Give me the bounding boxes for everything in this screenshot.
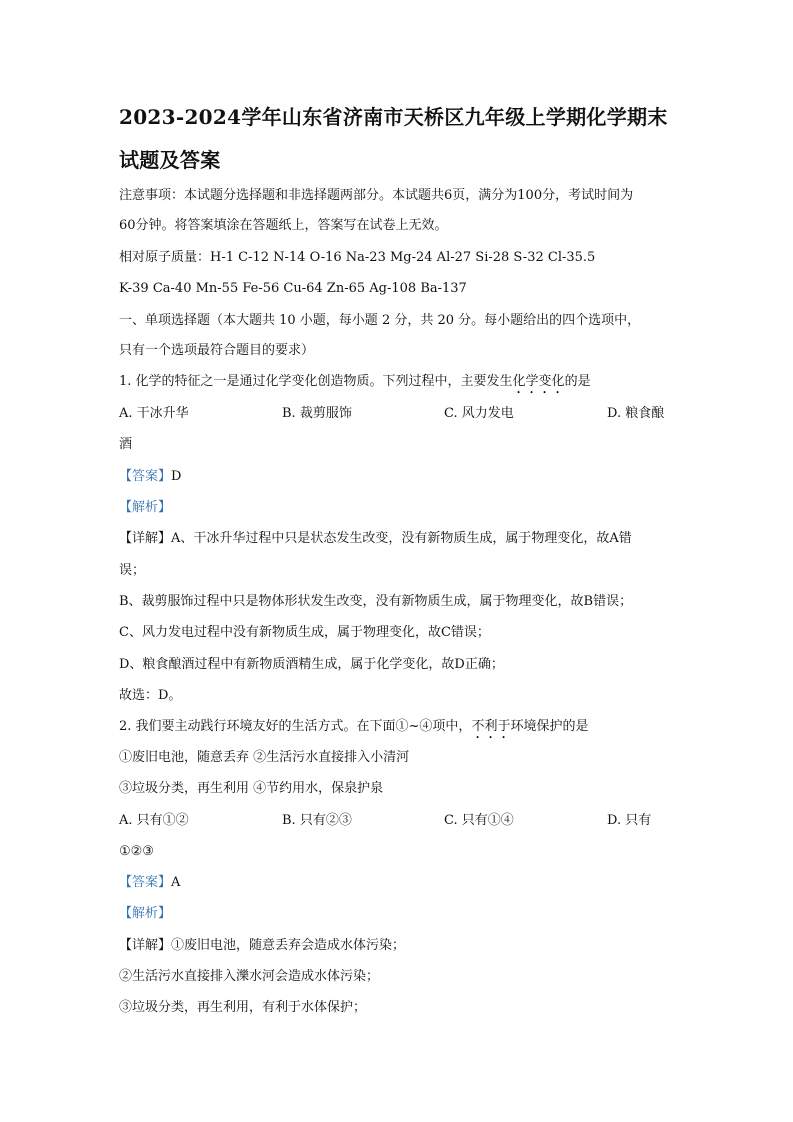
section-heading-line-1: 一、单项选择题（本大题共 10 小题，每小题 2 分，共 20 分。每小题给出的四个选项中， — [119, 313, 641, 328]
question-1-option-d: D. 粮食酿 — [607, 406, 665, 421]
question-2-detail-1-text: ①废旧电池，随意丢弃会造成水体污染； — [171, 938, 406, 953]
question-2-emphasis: 不利于 — [471, 719, 511, 734]
question-2-answer — [119, 874, 679, 892]
question-2-detail-1 — [119, 937, 679, 955]
question-1-answer-value: D — [171, 469, 182, 484]
question-1-detail-d: D、粮食酿酒过程中有新物质酒精生成，属于化学变化，故D正确； — [119, 657, 504, 672]
question-1-detail-b: B、裁剪服饰过程中只是物体形状发生改变，没有新物质生成，属于物理变化，故B错误； — [119, 594, 633, 609]
notice-line-1: 注意事项：本试题分选择题和非选择题两部分。本试题共6页，满分为100分，考试时间为 — [119, 188, 634, 203]
detail-tag: 【详解】 — [119, 938, 172, 953]
question-2-detail-2: ②生活污水直接排入濼水河会造成水体污染； — [119, 969, 380, 984]
question-2-stem-text: 2. 我们要主动践行环境友好的生活方式。在下面①~④项中， — [119, 719, 472, 734]
question-1-conclusion: 故选：D。 — [119, 688, 182, 703]
document-title-line-1: 2023-2024学年山东省济南市天桥区九年级上学期化学期末 — [119, 105, 668, 129]
question-1-detail-c: C、风力发电过程中没有新物质生成，属于物理变化，故C错误； — [119, 625, 490, 640]
question-2-option-b: B. 只有②③ — [282, 813, 352, 828]
atomic-mass-line-1: 相对原子质量：H-1 C-12 N-14 O-16 Na-23 Mg-24 Al-27 Si-28 S-32 Cl-35.5 — [119, 250, 596, 265]
section-heading-line-2: 只有一个选项最符合题目的要求） — [119, 343, 315, 358]
question-2-items-line-1: ①废旧电池，随意丢弃 ②生活污水直接排入小清河 — [119, 750, 410, 765]
question-2-stem — [119, 718, 679, 742]
atomic-mass-line-2: K-39 Ca-40 Mn-55 Fe-56 Cu-64 Zn-65 Ag-108 Ba-137 — [119, 281, 467, 296]
notice-line-2: 60分钟。将答案填涂在答题纸上，答案写在试卷上无效。 — [119, 218, 448, 233]
detail-tag: 【详解】 — [119, 531, 172, 546]
question-1-answer — [119, 468, 679, 486]
question-1-analysis-tag: 【解析】 — [119, 500, 172, 515]
answer-tag: 【答案】 — [119, 875, 172, 890]
question-2-stem-end: 环境保护的是 — [510, 719, 589, 734]
question-1-stem-text: 1. 化学的特征之一是通过化学变化创造物质。下列过程中，主要发生 — [119, 374, 513, 389]
question-1-option-a: A. 干冰升华 — [119, 406, 189, 421]
question-1-stem-end: 的是 — [564, 374, 591, 389]
question-1-emphasis: 化学变化 — [512, 374, 565, 389]
question-2-option-d: D. 只有 — [607, 813, 652, 828]
question-2-option-d-wrap: ①②③ — [119, 844, 154, 859]
question-1-stem — [119, 373, 679, 397]
question-1-option-c: C. 风力发电 — [444, 406, 514, 421]
question-2-items-line-2: ③垃圾分类，再生利用 ④节约用水，保泉护泉 — [119, 781, 384, 796]
question-2-option-c: C. 只有①④ — [444, 813, 514, 828]
question-2-option-a: A. 只有①② — [119, 813, 189, 828]
question-1-detail-a-text: A、干冰升华过程中只是状态发生改变，没有新物质生成，属于物理变化，故A错 — [171, 531, 632, 546]
answer-tag: 【答案】 — [119, 469, 172, 484]
document-title-line-2: 试题及答案 — [119, 148, 221, 172]
question-2-answer-value: A — [171, 875, 181, 890]
question-2-analysis-tag: 【解析】 — [119, 906, 172, 921]
question-1-detail-a — [119, 530, 679, 548]
question-2-detail-3: ③垃圾分类，再生利用，有利于水体保护； — [119, 1000, 367, 1015]
question-1-detail-a-wrap: 误； — [119, 563, 146, 578]
question-1-option-d-wrap: 酒 — [119, 437, 133, 452]
question-1-option-b: B. 裁剪服饰 — [282, 406, 352, 421]
